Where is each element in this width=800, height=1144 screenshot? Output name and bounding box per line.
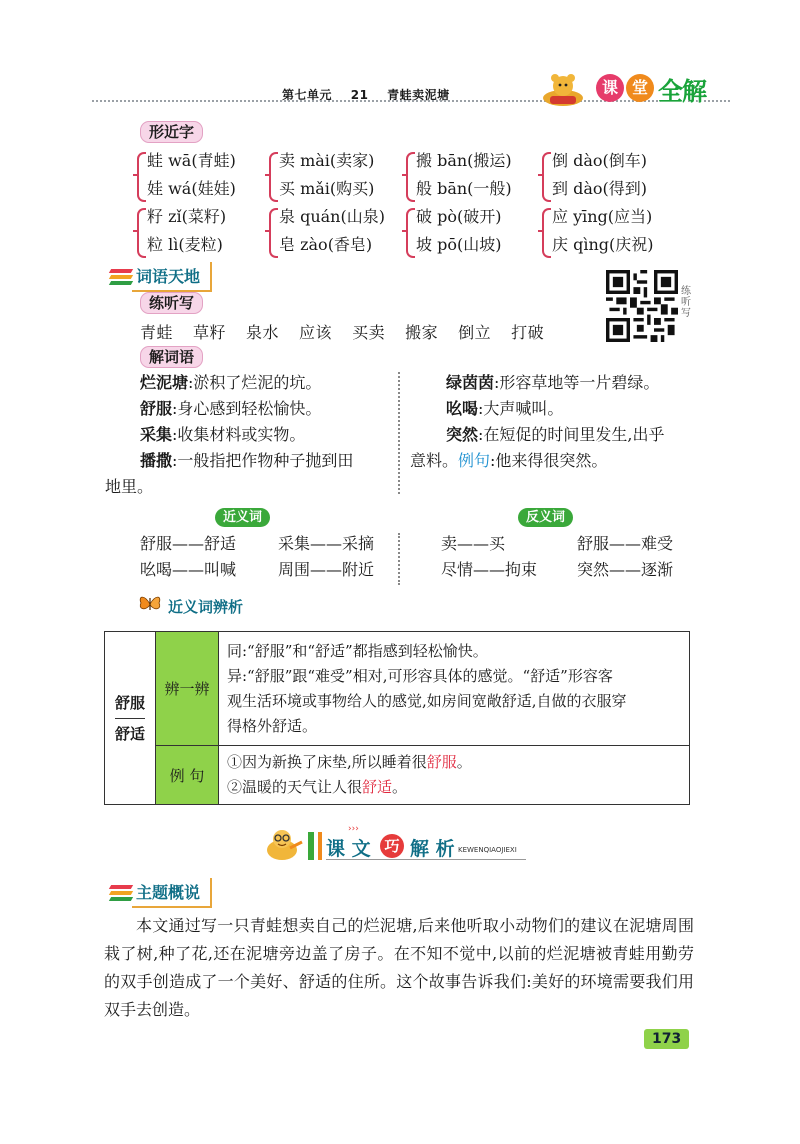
char-pair-4: 倒 dào(倒车) 到 dào(得到) (552, 147, 647, 203)
brace-icon (542, 152, 551, 202)
brace-icon (137, 208, 146, 258)
dictation-label: 练听写 (140, 292, 203, 314)
stripes-icon (110, 885, 132, 901)
text-analysis-banner: 课 文 巧 解 析 KEWENQIAOJIEXI ››› (308, 832, 528, 860)
definition: 绿茵茵:形容草地等一片碧绿。 (446, 373, 660, 392)
unit-label: 第七单元 (282, 88, 333, 102)
brand-char-2: 堂 (626, 74, 654, 102)
bear-mascot-icon (536, 72, 590, 106)
definition: 舒服:身心感到轻松愉快。 (140, 399, 322, 418)
dictation-word: 打破 (511, 323, 545, 342)
vocab-section-title: 词语天地 (132, 262, 212, 292)
synonym-divider (398, 533, 400, 585)
definition: 采集:收集材料或实物。 (140, 425, 306, 444)
explain-label: 解词语 (140, 346, 203, 368)
synonym-badge: 近义词 (215, 506, 270, 525)
definition-tail: 地里。 (105, 477, 154, 496)
definitions-right (446, 370, 696, 448)
brace-icon (406, 208, 415, 258)
stripes-icon (110, 269, 132, 285)
char-pair-2: 卖 mài(卖家) 买 mǎi(购买) (279, 147, 374, 203)
dictation-word: 青蛙 (140, 323, 174, 342)
page-number: 173 (644, 1029, 689, 1049)
antonym-badge: 反义词 (518, 506, 573, 525)
theme-section-header (110, 878, 212, 908)
dictation-word: 泉水 (246, 323, 280, 342)
dictation-word: 倒立 (458, 323, 492, 342)
example-label: 例句 (458, 451, 491, 470)
analysis-title: 近义词辨析 (168, 598, 244, 616)
brand-title: 全解 (658, 77, 707, 106)
mascot-reading-icon (260, 826, 304, 862)
char-pair-5: 籽 zǐ(菜籽) 粒 lì(麦粒) (147, 203, 226, 259)
dictation-words (140, 320, 544, 343)
qr-code-icon[interactable] (606, 270, 678, 342)
char-pair-8: 应 yīng(应当) 庆 qìng(庆祝) (552, 203, 653, 259)
char-pair-7: 破 pò(破开) 坡 pō(山坡) (416, 203, 501, 259)
definition: 突然:在短促的时间里发生,出乎 (446, 425, 665, 444)
dictation-word: 搬家 (405, 323, 439, 342)
theme-section-title: 主题概说 (132, 878, 212, 908)
table-example-cell: ①因为新换了床垫,所以睡着很舒服。 ②温暖的天气让人很舒适。 (219, 746, 690, 805)
definitions-left (140, 370, 395, 474)
brace-icon (406, 152, 415, 202)
brace-icon (542, 208, 551, 258)
definition: 烂泥塘:淤积了烂泥的坑。 (140, 373, 322, 392)
column-divider (398, 372, 400, 494)
similar-chars-label: 形近字 (140, 121, 203, 143)
brace-icon (137, 152, 146, 202)
lesson-title: 青蛙卖泥塘 (387, 88, 450, 102)
dictation-word: 应该 (299, 323, 333, 342)
table-row-label: 例 句 (156, 746, 219, 805)
synonym-analysis-table (104, 631, 690, 805)
butterfly-icon (138, 592, 162, 616)
brace-icon (269, 152, 278, 202)
brand-char-1: 课 (596, 74, 624, 102)
definition: 吆喝:大声喊叫。 (446, 399, 564, 418)
dictation-word: 买卖 (352, 323, 386, 342)
char-pair-6: 泉 quán(山泉) 皂 zào(香皂) (279, 203, 385, 259)
lesson-number: 21 (350, 88, 369, 102)
brand-logo (596, 74, 722, 104)
table-row-label: 辨一辨 (156, 632, 219, 746)
table-compare-cell: 同:“舒服”和“舒适”都指感到轻松愉快。 异:“舒服”跟“难受”相对,可形容具体的感觉。“舒适”形容客 观生活环境或事物给人的感觉,如房间宽敞舒适,自做的衣服穿 得格外舒适。 (219, 632, 690, 746)
char-pair-1: 蛙 wā(青蛙) 娃 wá(娃娃) (147, 147, 236, 203)
table-word-cell: 舒服 舒适 (105, 632, 156, 805)
brace-icon (269, 208, 278, 258)
definition-tail-right: 意料。例句:他来得很突然。 (410, 451, 608, 470)
vocab-section-header (110, 262, 212, 292)
qr-caption: 练听写 (681, 286, 691, 319)
definition: 播撒:一般指把作物种子抛到田 (140, 451, 354, 470)
char-pair-3: 搬 bān(搬运) 般 bān(一般) (416, 147, 512, 203)
antonym-list: 卖——买 舒服——难受 尽情——拘束 突然——逐渐 (441, 534, 674, 579)
synonym-list: 舒服——舒适 采集——采摘 吆喝——叫喊 周围——附近 (140, 534, 375, 579)
dictation-word: 草籽 (193, 323, 227, 342)
theme-paragraph: 本文通过写一只青蛙想卖自己的烂泥塘,后来他听取小动物们的建议在泥塘周围栽了树,种了花,还在泥塘旁边盖了房子。在不知不觉中,以前的烂泥塘被青蛙用勤劳的双手创造成了一个美好、舒适的住所。这个故事告诉我们:美好的环境需要我们用双手去创造。 (104, 916, 694, 1019)
